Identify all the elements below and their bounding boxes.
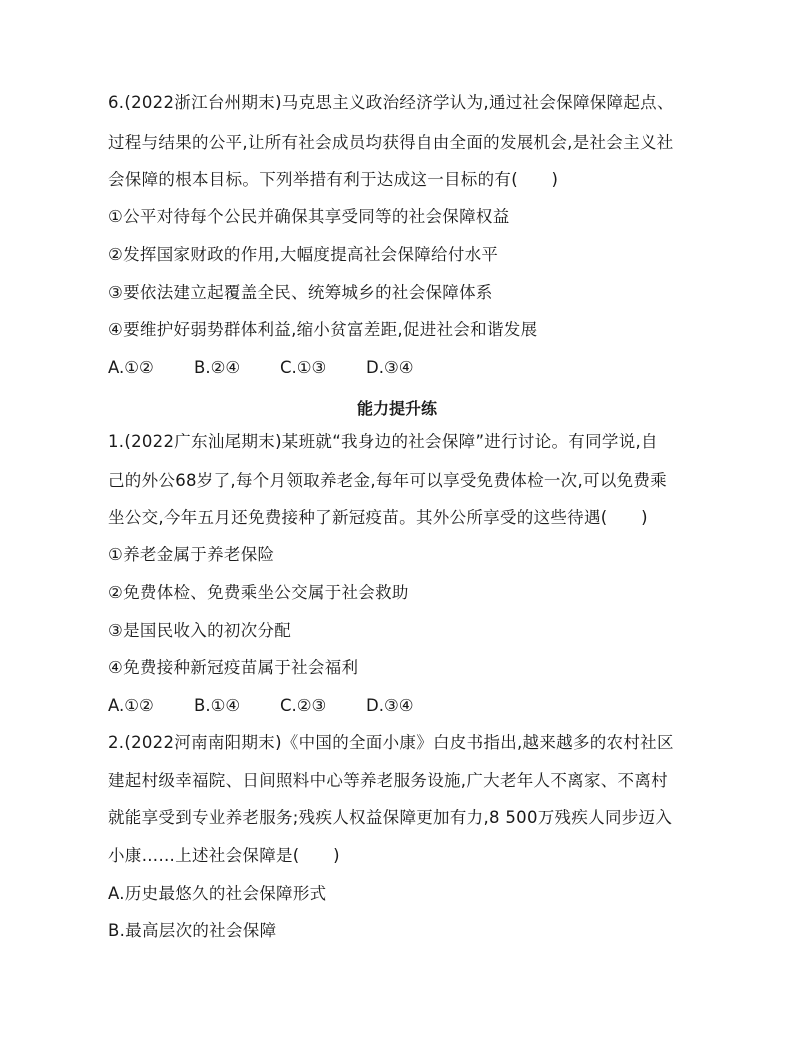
q1-stem-line-2: 己的外公68岁了,每个月领取养老金,每年可以享受免费体检一次,可以免费乘: [108, 471, 668, 490]
q6-stem-line-1: 6.(2022浙江台州期末)马克思主义政治经济学认为,通过社会保障保障起点、: [108, 93, 674, 112]
q1-option-b[interactable]: B.①④: [194, 696, 241, 715]
q1-item-4: ④免费接种新冠疫苗属于社会福利: [108, 658, 359, 677]
q6-option-b[interactable]: B.②④: [194, 358, 241, 377]
q6-option-a[interactable]: A.①②: [108, 358, 154, 377]
q2-stem-line-3: 就能享受到专业养老服务;残疾人权益保障更加有力,8 500万残疾人同步迈入: [108, 808, 673, 827]
q6-options: [108, 358, 414, 378]
q1-item-1: ①养老金属于养老保险: [108, 545, 275, 564]
q1-stem-line-3: 坐公交,今年五月还免费接种了新冠疫苗。其外公所享受的这些待遇( ): [108, 508, 648, 527]
q1-option-a[interactable]: A.①②: [108, 696, 154, 715]
q1-item-2: ②免费体检、免费乘坐公交属于社会救助: [108, 583, 409, 602]
q6-option-c[interactable]: C.①③: [280, 358, 327, 377]
q2-choice-a[interactable]: A.历史最悠久的社会保障形式: [108, 884, 327, 903]
q6-item-2: ②发挥国家财政的作用,大幅度提高社会保障给付水平: [108, 245, 499, 264]
q6-item-3: ③要依法建立起覆盖全民、统筹城乡的社会保障体系: [108, 283, 493, 302]
section-heading: 能力提升练: [356, 399, 437, 418]
q6-stem-line-3: 会保障的根本目标。下列举措有利于达成这一目标的有( ): [108, 170, 559, 189]
q1-stem-line-1: 1.(2022广东汕尾期末)某班就“我身边的社会保障”进行讨论。有同学说,自: [108, 432, 658, 451]
q2-choice-b[interactable]: B.最高层次的社会保障: [108, 921, 277, 940]
q2-stem-line-4: 小康……上述社会保障是( ): [108, 846, 340, 865]
q6-stem-line-2: 过程与结果的公平,让所有社会成员均获得自由全面的发展机会,是社会主义社: [108, 133, 674, 152]
q1-option-d[interactable]: D.③④: [366, 696, 414, 715]
q1-option-c[interactable]: C.②③: [280, 696, 327, 715]
q6-option-d[interactable]: D.③④: [366, 358, 414, 377]
q1-item-3: ③是国民收入的初次分配: [108, 621, 292, 640]
q6-item-4: ④要维护好弱势群体利益,缩小贫富差距,促进社会和谐发展: [108, 320, 538, 339]
q2-stem-line-1: 2.(2022河南南阳期末)《中国的全面小康》白皮书指出,越来越多的农村社区: [108, 733, 674, 752]
q2-stem-line-2: 建起村级幸福院、日间照料中心等养老服务设施,广大老年人不离家、不离村: [108, 771, 668, 790]
q6-item-1: ①公平对待每个公民并确保其享受同等的社会保障权益: [108, 207, 510, 226]
q1-options: [108, 696, 414, 716]
